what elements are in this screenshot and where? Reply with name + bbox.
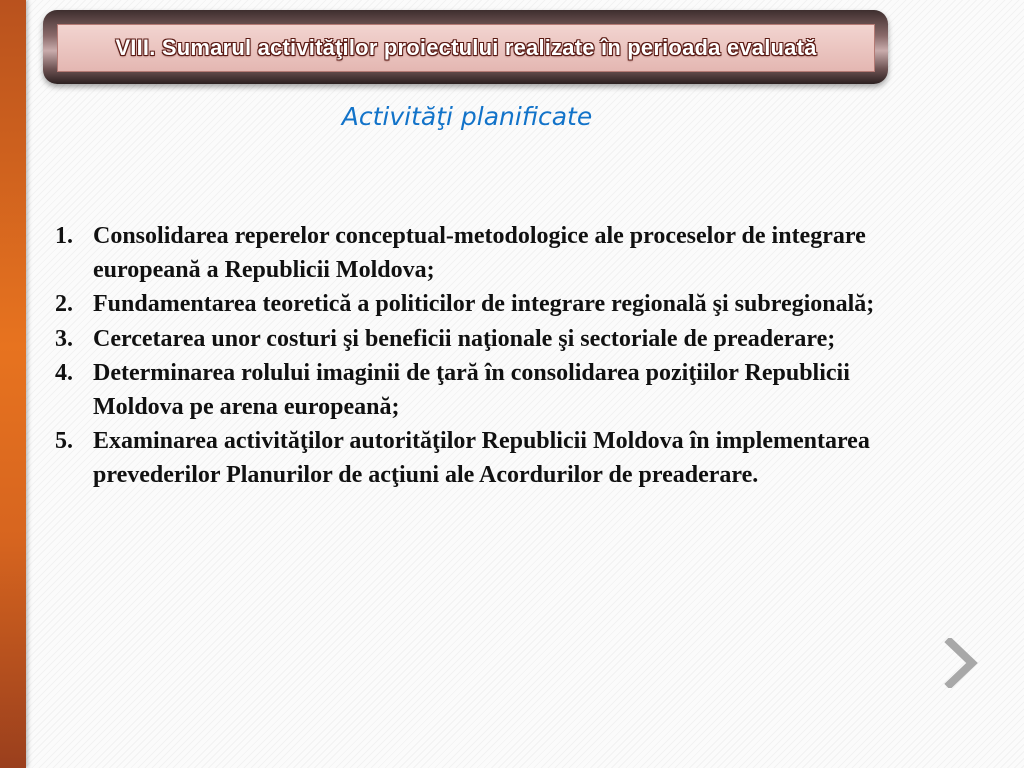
title-box [57, 24, 875, 72]
list-item-text: Determinarea rolului imaginii de ţară în consolidarea poziţiilor Republicii Moldova pe arena europeană; [93, 359, 850, 421]
list-item-number: 4. [55, 359, 73, 386]
next-slide-button[interactable] [944, 638, 978, 688]
list-item [55, 424, 915, 492]
slide-title: VIII. Sumarul activităţilor proiectului realizate în perioada evaluată [115, 35, 817, 60]
list-item [55, 219, 915, 287]
list-item-text: Consolidarea reperelor conceptual-metodologice ale proceselor de integrare europeană a Republicii Moldova; [93, 223, 866, 284]
list-item-number: 3. [55, 325, 73, 352]
list-item-number: 1. [55, 223, 73, 249]
list-item-number: 2. [55, 291, 73, 318]
list-item-number: 5. [55, 428, 73, 455]
list-item [55, 322, 915, 356]
chevron-right-icon [944, 638, 978, 688]
activities-list [55, 219, 915, 493]
list-item-text: Examinarea activităţilor autorităţilor Republicii Moldova în implementarea prevederilor Planurilor de acţiuni ale Acordurilor de preaderare. [93, 428, 870, 489]
list-item-text: Fundamentarea teoretică a politicilor de integrare regională şi subregională; [93, 291, 875, 318]
list-item-text: Cercetarea unor costuri şi beneficii naţionale şi sectoriale de preaderare; [93, 325, 836, 352]
list-item [55, 356, 915, 424]
slide-subtitle: Activităţi planificate [341, 102, 593, 131]
list-item [55, 287, 915, 321]
